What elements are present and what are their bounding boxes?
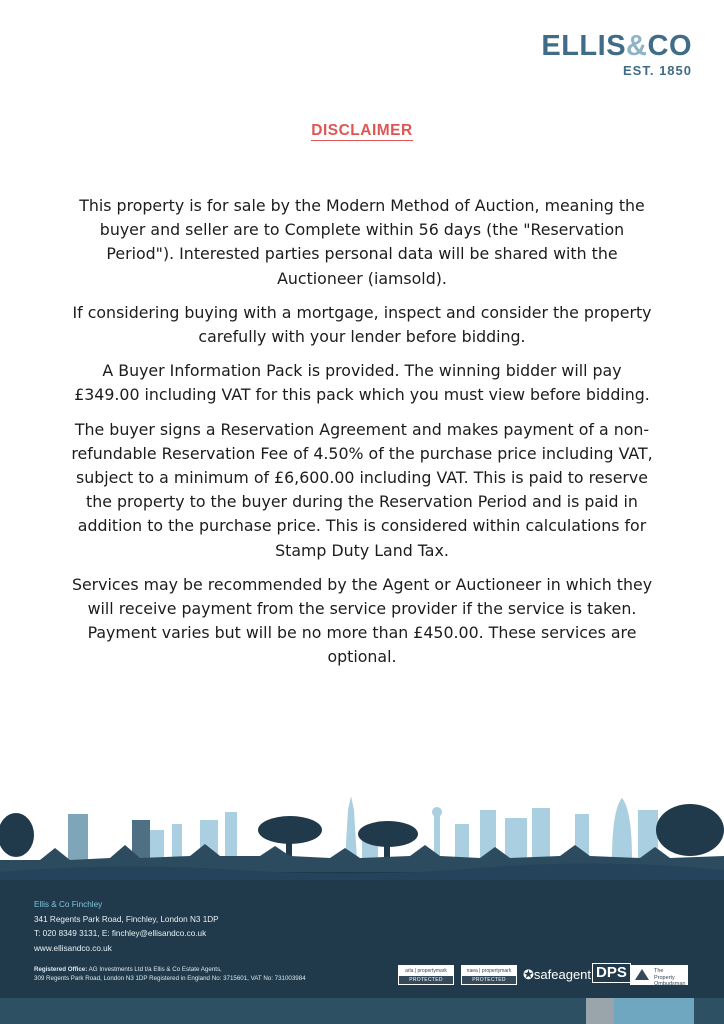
disclaimer-paragraph-4: The buyer signs a Reservation Agreement and makes payment of a non-refundable Reservation Fee of 4.50% of the purchase price including VAT, subject to a minimum of £6,600.00 including VAT. This is paid to reserve the property to the buyer during the Reservation Period and is paid in addition to the purchase price. This is considered within calculations for Stamp Duty Land Tax. — [71, 419, 653, 560]
logo-brand-right: CO — [647, 30, 692, 62]
office-contact: T: 020 8349 3131, E: finchley@ellisandco.co.uk — [34, 929, 207, 938]
bottom-band-grey — [586, 998, 614, 1024]
tall-building — [68, 814, 88, 864]
footer — [0, 790, 724, 1024]
dps-text: DPS — [596, 964, 627, 981]
ombudsman-icon — [635, 969, 649, 980]
registered-line-2: 309 Regents Park Road, London N3 1DP Registered in England No: 3715601, VAT No: 731003984 — [34, 975, 306, 982]
safeagent-text: safeagent — [533, 967, 592, 982]
page-title-text: DISCLAIMER — [311, 122, 413, 139]
office-name: Ellis & Co Finchley — [34, 900, 103, 909]
disclaimer-paragraph-5: Services may be recommended by the Agent or Auctioneer in which they will receive payment from the service provider if the service is taken. Payment varies but will be no more than £450.00. These services are optional. — [71, 574, 653, 667]
logo-established: EST. 1850 — [623, 63, 692, 78]
disclaimer-paragraph-1: This property is for sale by the Modern Method of Auction, meaning the buyer and seller are to Complete within 56 days (the "Reservation Period"). Interested parties personal data will be shared with the Auctioneer (iamsold). — [79, 196, 645, 288]
arla-badge — [398, 965, 454, 985]
safeagent-icon: ✪ — [523, 967, 534, 982]
page-title — [0, 122, 724, 140]
disclaimer-paragraph-3: A Buyer Information Pack is provided. The winning bidder will pay £349.00 including VAT for this pack which you must view before bidding. — [74, 361, 650, 405]
naea-badge — [461, 965, 517, 985]
logo-wordmark — [541, 30, 692, 62]
office-website-link[interactable]: www.ellisandco.co.uk — [34, 943, 112, 953]
registered-line-1 — [34, 965, 306, 974]
registered-line-1-text: AG Investments Ltd t/a Ellis & Co Estate Agents, — [87, 966, 222, 973]
arla-badge-bottom: PROTECTED — [409, 977, 443, 983]
safeagent-badge — [523, 967, 591, 983]
naea-badge-bottom: PROTECTED — [472, 977, 506, 983]
naea-badge-top: naea | propertymark — [462, 966, 516, 976]
disclaimer-body — [70, 194, 654, 680]
office-address: 341 Regents Park Road, Finchley, London N3 1DP — [34, 914, 219, 924]
ellis-and-co-logo — [541, 30, 692, 78]
dps-badge — [592, 963, 631, 983]
logo-ampersand: & — [626, 30, 648, 62]
registered-office — [34, 965, 306, 983]
office-address-block — [34, 898, 219, 956]
logo-brand-left: ELLIS — [541, 30, 627, 62]
disclaimer-paragraph-2: If considering buying with a mortgage, inspect and consider the property carefully with your lender before bidding. — [72, 302, 652, 347]
registered-label: Registered Office: — [34, 966, 88, 973]
ombudsman-text: The Property Ombudsman — [654, 968, 686, 987]
bottom-band-blue — [614, 998, 694, 1024]
arla-badge-top: arla | propertymark — [399, 966, 453, 976]
property-ombudsman-badge — [630, 965, 688, 985]
